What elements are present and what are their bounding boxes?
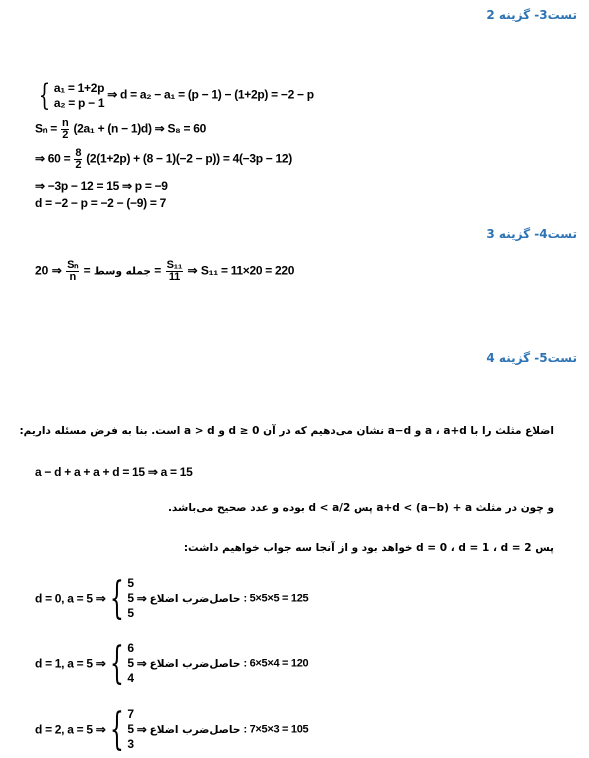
q5-heading: تست5- گزینه 4: [486, 351, 577, 365]
case-row: [35, 704, 308, 755]
product-label: حاصل‌ضرب اضلاع: [149, 657, 241, 670]
sn-rhs: (2a₁ + (n − 1)d) ⇒ S₈ = 60: [73, 121, 207, 136]
q3-result-d: d = −2 − p = −2 − (−9) = 7: [35, 196, 166, 210]
fraction-denominator: n: [69, 271, 76, 283]
q3-system-line: [35, 78, 314, 113]
sys-eq-2: a₂ = p − 1: [53, 95, 105, 110]
equation-system: [54, 81, 104, 111]
side-value: 5: [127, 722, 134, 736]
brace-left: {: [109, 704, 124, 755]
q3-solve-p: ⇒ −3p − 12 = 15 ⇒ p = −9: [35, 179, 168, 193]
side-value: 7: [127, 707, 134, 721]
q5-intro: اضلاع مثلث را با a ، a+d و a−d نشان می‌دهیم که در آن d ≥ 0 و a > d است. بنا به فرض مسئله داریم:: [19, 425, 554, 437]
q3-substitution: [35, 148, 292, 171]
side-value: 4: [127, 671, 134, 685]
fraction-numerator: S₁₁: [166, 259, 183, 271]
arrow: ⇒: [136, 722, 147, 737]
fraction-sn-over-n: [66, 260, 79, 283]
case-row: [35, 573, 308, 624]
fraction-denominator: 11: [168, 271, 180, 283]
fraction-s11-over-11: [166, 260, 184, 283]
fraction-numerator: n: [61, 117, 69, 129]
case-lhs: d = 2, a = 5 ⇒: [35, 722, 106, 737]
side-value: 6: [127, 641, 134, 655]
side-lengths: [127, 641, 133, 686]
product-calc: : 5×5×5 = 125: [243, 592, 309, 605]
fraction-denominator: 2: [75, 159, 82, 171]
brace-left: {: [109, 638, 124, 689]
product-label: حاصل‌ضرب اضلاع: [149, 723, 241, 736]
sys-eq-1: a₁ = 1+2p: [53, 80, 105, 95]
l3-lhs: ⇒ 60 =: [35, 151, 71, 166]
q4-heading: تست4- گزینه 3: [486, 227, 577, 241]
side-lengths: [127, 707, 133, 752]
case-lhs: d = 1, a = 5 ⇒: [35, 656, 106, 671]
q5-sum-line: a − d + a + a + d = 15 ⇒ a = 15: [35, 465, 193, 479]
case-lhs: d = 0, a = 5 ⇒: [35, 591, 106, 606]
side-value: 5: [127, 606, 134, 620]
side-value: 5: [127, 591, 134, 605]
d-derivation: ⇒ d = a₂ − a₁ = (p − 1) − (1+2p) = −2 − p: [107, 87, 314, 102]
side-lengths: [127, 576, 133, 621]
q5-condition-line: و چون در مثلث a+d < (a−b) + a پس d < a/2 بوده و عدد صحیح می‌باشد.: [167, 502, 554, 514]
product-label: حاصل‌ضرب اضلاع: [149, 592, 241, 605]
side-value: 5: [127, 656, 134, 670]
product-calc: : 6×5×4 = 120: [243, 657, 309, 670]
fraction-n-over-2: [61, 118, 69, 141]
product-calc: : 7×5×3 = 105: [243, 723, 309, 736]
q4-tail: ⇒ S₁₁ = 11×20 = 220: [187, 263, 295, 278]
arrow: ⇒: [136, 591, 147, 606]
equals-sign: =: [83, 263, 91, 278]
brace-left: {: [109, 573, 124, 624]
q3-sn-formula: [35, 118, 206, 141]
l3-rhs: (2(1+2p) + (8 − 1)(−2 − p)) = 4(−3p − 12): [86, 151, 292, 166]
side-value: 3: [127, 737, 134, 751]
brace-left: {: [38, 78, 51, 113]
q5-then-line: پس d = 0 ، d = 1 ، d = 2 خواهد بود و از آنجا سه جواب خواهیم داشت:: [183, 542, 554, 554]
case-row: [35, 638, 308, 689]
q4-mid: ⇒ 20 =: [35, 263, 162, 278]
fraction-8-over-2: [74, 148, 82, 171]
side-value: 5: [127, 576, 134, 590]
fraction-denominator: 2: [62, 129, 69, 141]
sn-lhs: Sₙ =: [35, 121, 57, 136]
arrow: ⇒: [136, 656, 147, 671]
fraction-numerator: Sₙ: [67, 259, 79, 271]
q3-heading: تست3- گزینه 2: [486, 8, 577, 22]
q4-equation: [35, 260, 294, 283]
fraction-numerator: 8: [75, 147, 82, 159]
middle-term-label: جمله وسط: [93, 265, 151, 278]
